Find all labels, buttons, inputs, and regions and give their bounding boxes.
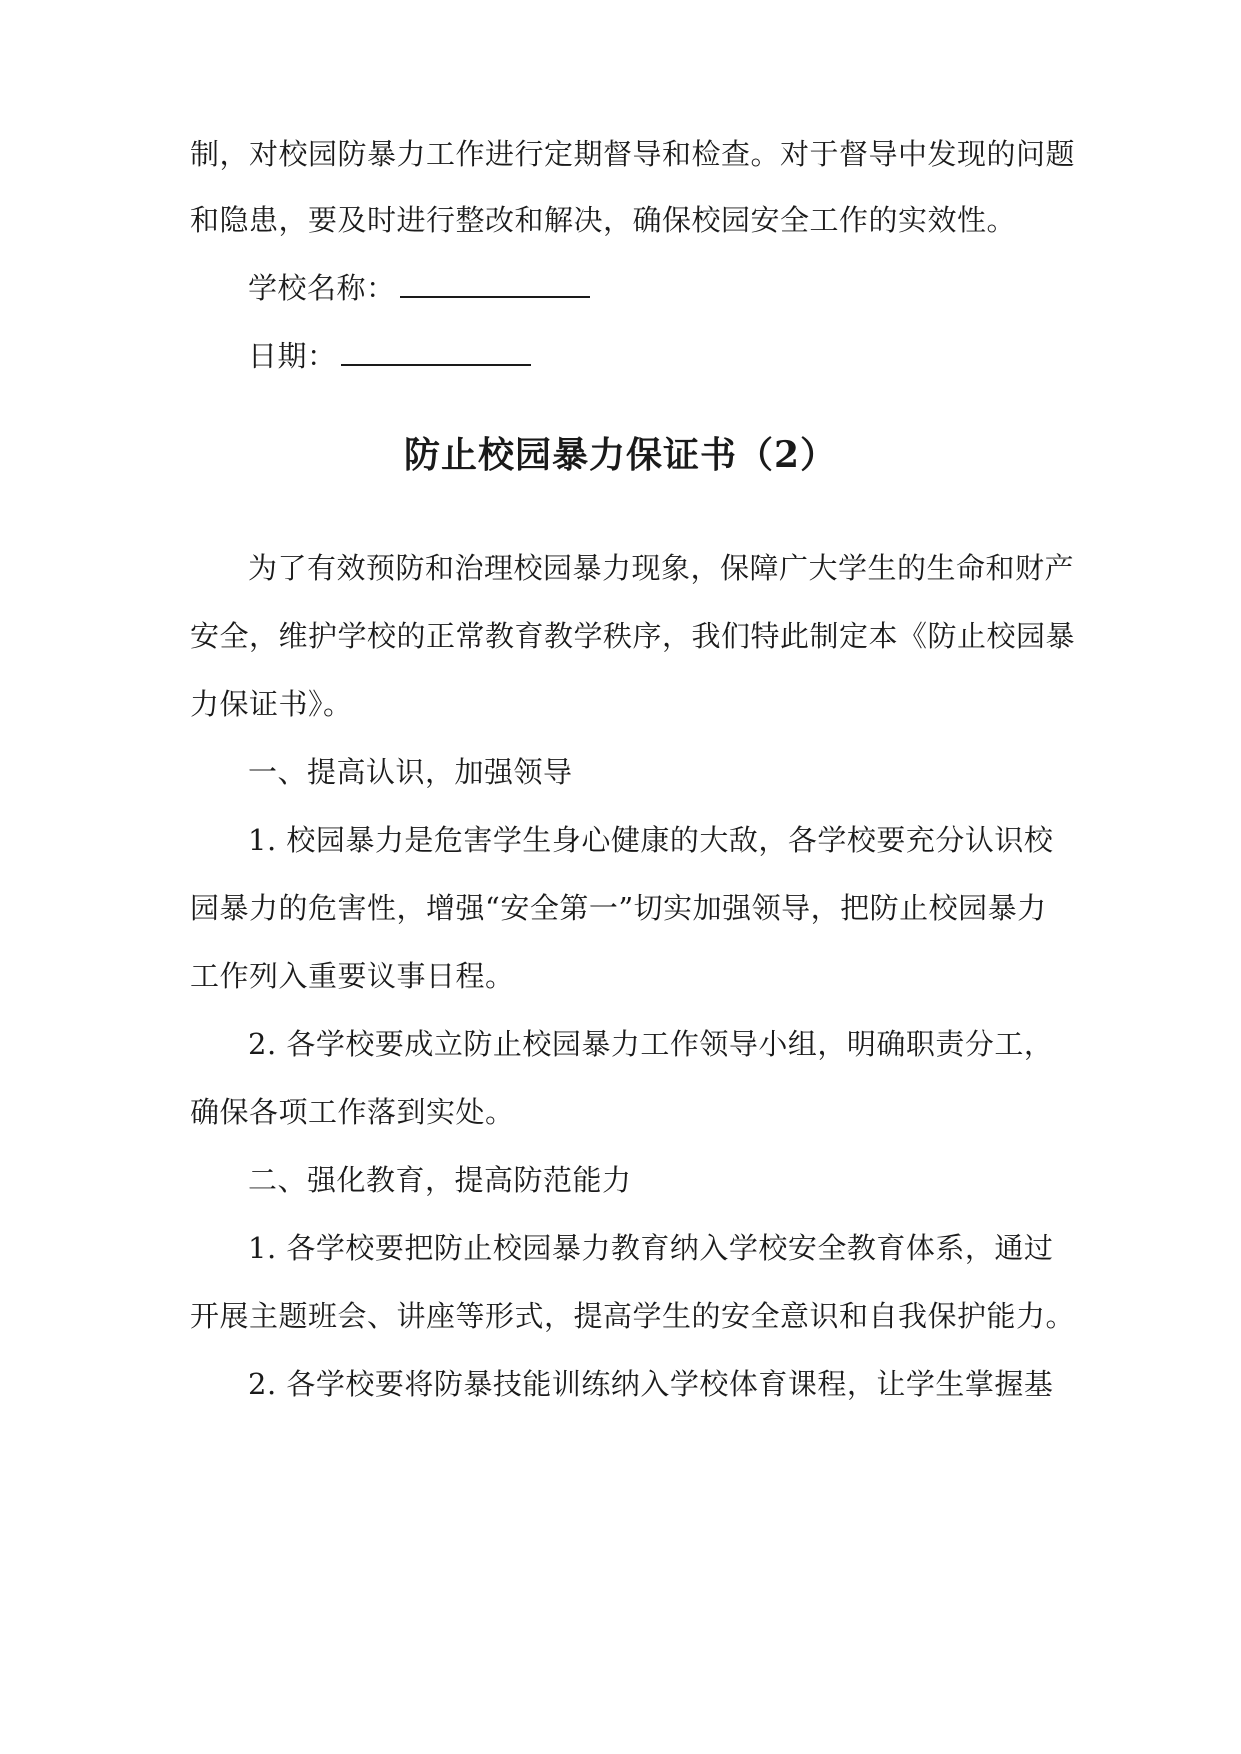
paragraph-line: 为了有效预防和治理校园暴力现象，保障广大学生的生命和财产	[248, 551, 1075, 585]
date-label: 日期：	[248, 339, 337, 373]
section-heading: 二、强化教育，提高防范能力	[248, 1163, 632, 1197]
paragraph-line: 2. 各学校要成立防止校园暴力工作领导小组，明确职责分工，	[248, 1027, 1054, 1061]
date-field	[248, 336, 1118, 376]
document-title: 防止校园暴力保证书（2）	[403, 434, 838, 476]
date-blank	[341, 336, 531, 366]
paragraph-line: 开展主题班会、讲座等形式，提高学生的安全意识和自我保护能力。	[190, 1299, 1076, 1333]
paragraph-line: 制，对校园防暴力工作进行定期督导和检查。对于督导中发现的问题	[190, 137, 1076, 171]
paragraph-line: 安全，维护学校的正常教育教学秩序，我们特此制定本《防止校园暴	[190, 619, 1076, 653]
paragraph-line: 1. 各学校要把防止校园暴力教育纳入学校安全教育体系，通过	[248, 1231, 1054, 1265]
paragraph-line: 确保各项工作落到实处。	[190, 1095, 515, 1129]
school-name-field	[248, 268, 1118, 308]
paragraph-line: 和隐患，要及时进行整改和解决，确保校园安全工作的实效性。	[190, 203, 1017, 237]
school-name-label: 学校名称：	[248, 271, 396, 305]
school-name-blank	[400, 268, 590, 298]
paragraph-line: 园暴力的危害性，增强“安全第一”切实加强领导，把防止校园暴力	[190, 891, 1047, 925]
paragraph-line: 工作列入重要议事日程。	[190, 959, 515, 993]
paragraph-line: 1. 校园暴力是危害学生身心健康的大敌，各学校要充分认识校	[248, 823, 1054, 857]
section-heading: 一、提高认识，加强领导	[248, 755, 573, 789]
paragraph-line: 2. 各学校要将防暴技能训练纳入学校体育课程，让学生掌握基	[248, 1367, 1054, 1401]
paragraph-line: 力保证书》。	[190, 687, 353, 721]
